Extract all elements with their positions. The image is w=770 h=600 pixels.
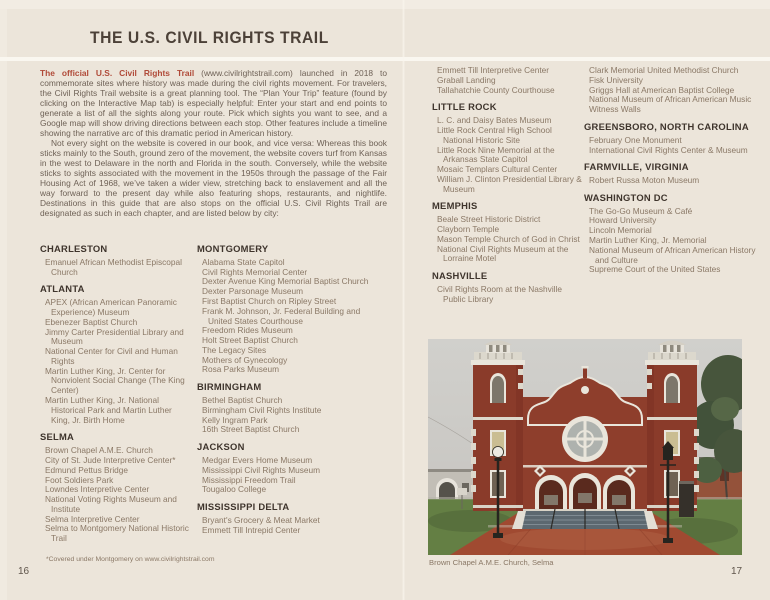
city-list-column-3 (432, 66, 584, 305)
list-item: Mississippi Freedom Trail (202, 474, 296, 485)
list-item: Dexter Avenue King Memorial Baptist Church (202, 276, 369, 287)
intro-lead: The official U.S. Civil Rights Trail (40, 68, 195, 78)
list-item: Martin Luther King, Jr. National Historical Park and Martin Luther King, Jr. Birth Home (45, 395, 172, 425)
list-item: Frank M. Johnson, Jr. Federal Building and United States Courthouse (202, 305, 361, 326)
list-item: Brown Chapel A.M.E. Church (45, 445, 153, 456)
city-heading: MONTGOMERY (197, 243, 269, 254)
list-item: L. C. and Daisy Bates Museum (437, 115, 552, 126)
list-item: Alabama State Capitol (202, 256, 285, 267)
city-heading: MISSISSIPPI DELTA (197, 501, 290, 513)
list-item: Civil Rights Memorial Center (202, 266, 308, 277)
list-item: Lincoln Memorial (589, 225, 652, 236)
city-heading: LITTLE ROCK (432, 101, 497, 113)
city-list-column-2 (197, 244, 383, 535)
city-heading: GREENSBORO, NORTH CAROLINA (584, 120, 749, 132)
list-item: Bryant's Grocery & Meat Market (202, 514, 320, 525)
intro-paragraph-1-rest: (www.civilrightstrail.com) launched in 2018 to commemorate sites where history was made during the civil rights movement. For travelers, the Civil Rights Trail website is a great planning tool. The “Plan Your Trip” feature (found by clicking on the Interactive Map tab) is especially helpful: Enter your start and end points to generate a list of all the sights along your route. Pick which sights you want to see, and a Google map will show driving directions between each stop. Other features include a timeline showing the narrative arc of this dramatic period in American history. (40, 68, 387, 138)
monument-marker (679, 481, 694, 517)
list-item: National Center for Civil and Human Rights (45, 346, 178, 366)
list-item: Fisk University (589, 74, 643, 85)
list-item: Emmett Till Intrepid Center (202, 524, 301, 535)
page-top-edge (0, 0, 770, 9)
list-item: Clark Memorial United Methodist Church (589, 65, 739, 75)
list-item: Holt Street Baptist Church (202, 335, 298, 346)
list-item: Selma to Montgomery National Historic Trail (45, 523, 189, 544)
list-item: Supreme Court of the United States (589, 264, 721, 275)
page-left-edge (0, 0, 7, 600)
list-item: City of St. Jude Interpretive Center* (45, 454, 176, 465)
list-item: Mississippi Civil Rights Museum (202, 464, 321, 475)
list-item: The Go-Go Museum & Café (589, 205, 693, 216)
list-item: 16th Street Baptist Church (202, 424, 300, 435)
footnote: *Covered under Montgomery on www.civilrightstrail.com (46, 556, 215, 563)
list-item: Freedom Rides Museum (202, 325, 293, 336)
list-item: Mothers of Gynecology (202, 354, 288, 365)
page-number-right: 17 (731, 566, 743, 577)
list-item: Howard University (589, 215, 657, 226)
list-item: Mosaic Templars Cultural Center (437, 164, 558, 175)
list-item: Beale Street Historic District (437, 214, 541, 225)
list-item: Bethel Baptist Church (202, 395, 283, 405)
list-item: Graball Landing (437, 74, 496, 85)
list-item: Griggs Hall at American Baptist College (589, 84, 735, 95)
list-item: Witness Walls (589, 104, 641, 115)
list-item: Lowndes Interpretive Center (45, 484, 150, 495)
city-heading: CHARLESTON (40, 243, 108, 254)
list-item: William J. Clinton Presidential Library & Museum (437, 173, 582, 194)
list-item: National Museum of African American History and Culture (589, 244, 756, 265)
list-item: Emmett Till Interpretive Center (437, 65, 550, 75)
city-heading: WASHINGTON DC (584, 191, 668, 203)
list-item: The Legacy Sites (202, 344, 267, 355)
list-item: Civil Rights Room at the Nashville Public Library (437, 283, 562, 304)
city-heading: MEMPHIS (432, 200, 478, 212)
page-gutter (402, 0, 405, 600)
list-item: Martin Luther King, Jr. Memorial (589, 235, 707, 246)
page-title: THE U.S. CIVIL RIGHTS TRAIL (90, 28, 329, 47)
list-item: Tougaloo College (202, 484, 267, 495)
list-item: Dexter Parsonage Museum (202, 286, 303, 297)
city-list-column-4 (584, 66, 756, 275)
list-item: Birmingham Civil Rights Institute (202, 404, 322, 415)
city-heading: BIRMINGHAM (197, 381, 262, 393)
intro-paragraph-2: Not every sight on the website is covered in our book, and vice versa: Whereas this book sticks mainly to the South, ground zero of the movement, the website covers turf from Kansas in the west to Delaware in the north and Florida in the south. Conversely, while the website sticks to sights associated with the movement in the 1950s through the passage of the Fair Housing Act of 1968, we’ve taken a wider view, stretching back to enslavement and all the way forward to the present day while also featuring shops, restaurants, and nightlife. Destinations in this guide that are also stops on the official U.S. Civil Rights Trail are designated as such in each chapter, and are listed below by city: (40, 138, 387, 218)
list-item: Little Rock Central High School National Historic Site (437, 124, 552, 145)
city-heading: FARMVILLE, VIRGINIA (584, 161, 689, 173)
header-rule (0, 57, 770, 61)
city-heading: SELMA (40, 431, 75, 443)
list-item: Rosa Parks Museum (202, 364, 280, 375)
list-item: APEX (African American Panoramic Experience) Museum (45, 297, 177, 317)
list-item: Ebenezer Baptist Church (45, 316, 138, 327)
list-item: Little Rock Nine Memorial at the Arkansas State Capitol (437, 144, 555, 165)
city-heading: NASHVILLE (432, 270, 488, 282)
list-item: National Voting Rights Museum and Institute (45, 494, 177, 514)
list-item: Medgar Evers Home Museum (202, 454, 313, 465)
church-photo (428, 339, 742, 555)
list-item: Emanuel African Methodist Episcopal Church (45, 256, 182, 277)
list-item: Edmund Pettus Bridge (45, 464, 129, 475)
list-item: February One Monument (589, 134, 682, 145)
intro-text (40, 68, 387, 218)
church-steps (512, 509, 658, 529)
city-heading: ATLANTA (40, 283, 85, 295)
list-item: International Civil Rights Center & Museum (589, 144, 748, 155)
list-item: National Museum of African American Music (589, 94, 752, 105)
intro-paragraph-1 (40, 68, 387, 138)
list-item: National Civil Rights Museum at the Lorraine Motel (437, 243, 569, 264)
page-number-left: 16 (18, 566, 30, 577)
list-item: Clayborn Temple (437, 224, 500, 234)
list-item: Kelly Ingram Park (202, 414, 268, 425)
list-item: Foot Soldiers Park (45, 474, 114, 485)
city-list-column-1 (40, 244, 192, 544)
list-item: Jimmy Carter Presidential Library and Museum (45, 326, 184, 347)
city-heading: JACKSON (197, 441, 245, 453)
list-item: Mason Temple Church of God in Christ (437, 233, 580, 244)
photo-caption: Brown Chapel A.M.E. Church, Selma (429, 558, 554, 567)
list-item: Martin Luther King, Jr. Center for Nonviolent Social Change (The King Center) (45, 365, 185, 396)
list-item: Robert Russa Moton Museum (589, 175, 700, 186)
list-item: First Baptist Church on Ripley Street (202, 295, 337, 306)
list-item: Selma Interpretive Center (45, 513, 140, 524)
list-item: Tallahatchie County Courthouse (437, 84, 555, 95)
